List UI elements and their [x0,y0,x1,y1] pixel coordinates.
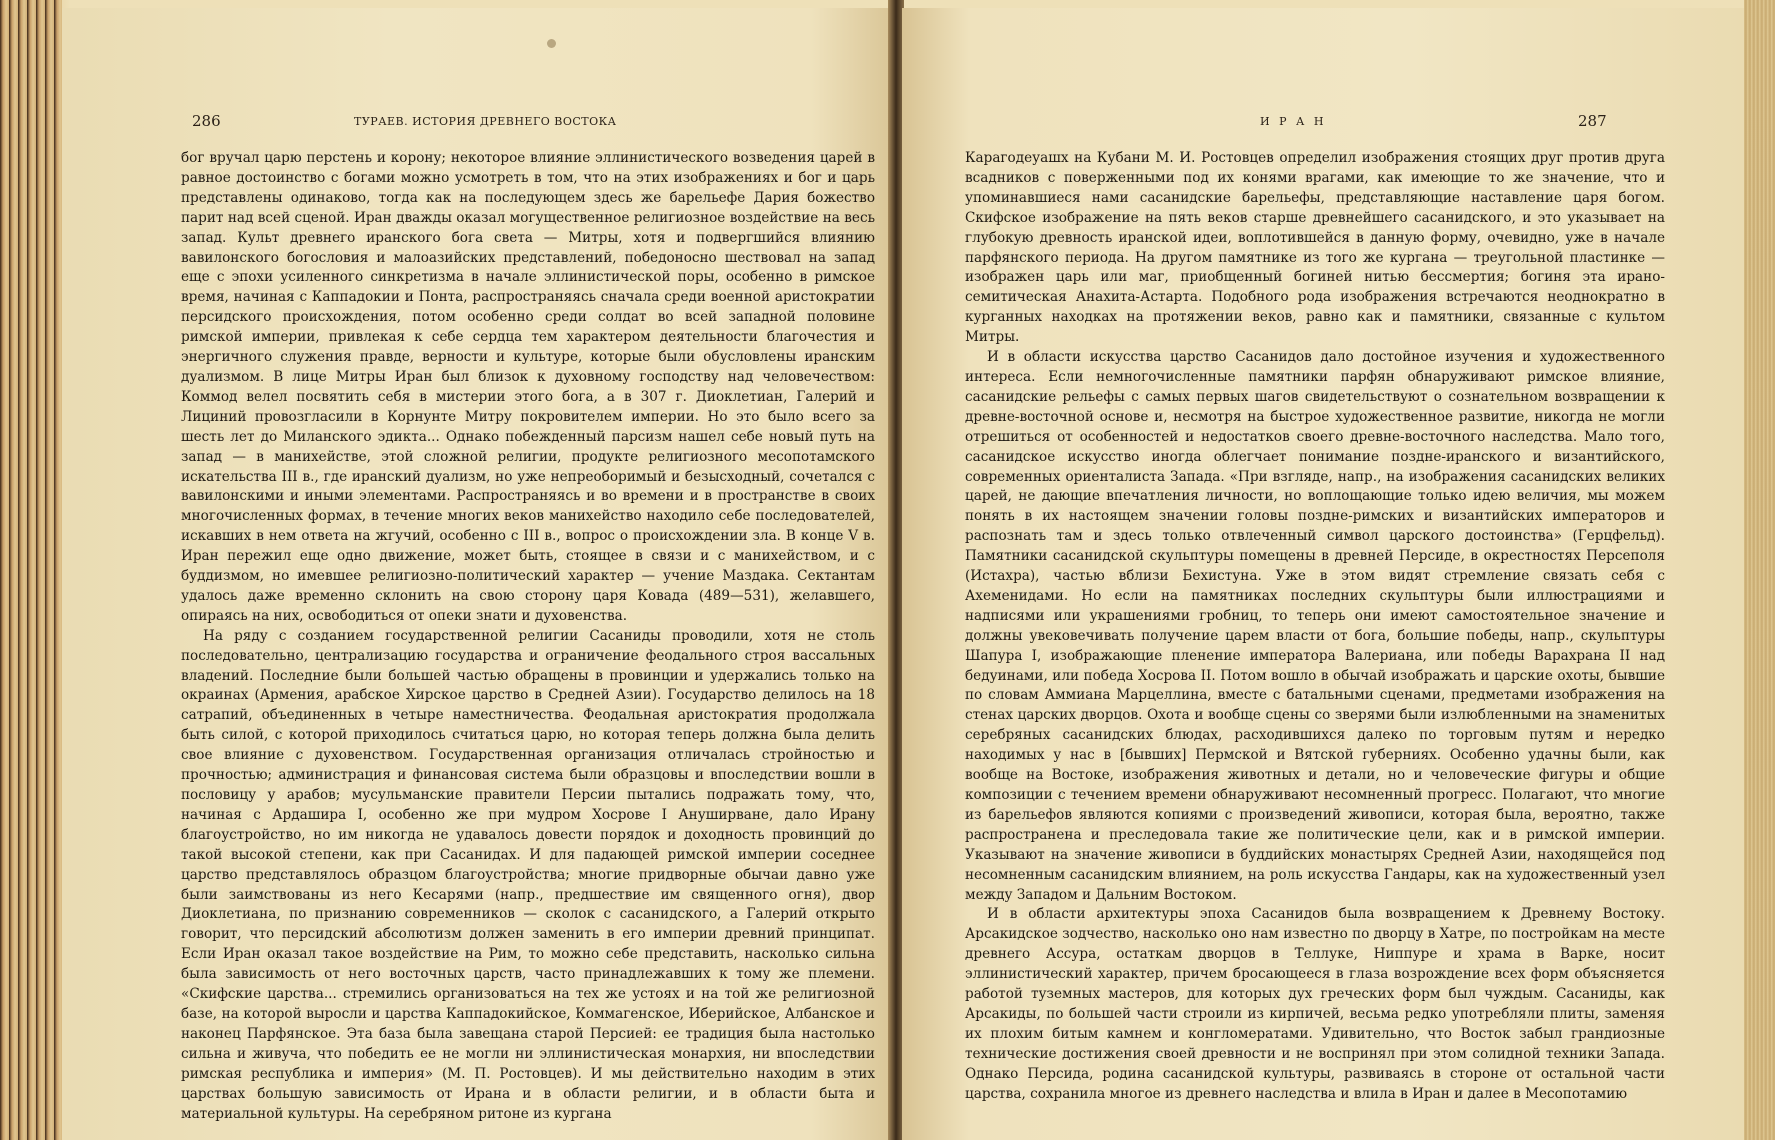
left-page-number: 286 [192,112,221,130]
right-running-header: И Р А Н [1260,115,1327,128]
left-page-edges [0,0,62,1140]
right-page-edges [1744,0,1775,1140]
left-page-text [181,149,875,1124]
right-page-number: 287 [1578,112,1607,130]
right-page-text [965,149,1665,1105]
left-page [62,8,894,1140]
paragraph: Карагодеуашх на Кубани М. И. Ростовцев определил изображения стоящих друг против друга всадников с поверженными под их конями врагами, как имеющие то же значение, что и упоминавшиеся нами сасанидские барельефы, представляющие наставление царя богом. Скифское изображение на пять веков старше древнейшего сасанидского, и это указывает на глубокую древность иранской идеи, воплотившейся в данную форму, очевидно, уже в начале парфянского периода. На другом памятнике из того же кургана — треугольной пластинке — изображен царь или маг, приобщенный богиней нитью бессмертия; богиня эта ирано-семитическая Анахита-Астарта. Подобного рода изображения встречаются неоднократно в курганных находках на протяжении веков, равно как и памятники, связанные с культом Митры. [965,150,1665,346]
paragraph: И в области искусства царство Сасанидов дало достойное изучения и художественного интереса. Если немногочисленные памятники парфян обнаруживают римское влияние, сасанидские рельефы с самых первых шагов свидетельствуют о сознательном возвращении к древне-восточной основе и, несмотря на быстрое художественное развитие, никогда не могли отрешиться от особенностей и недостатков своего древне-восточного наследства. Мало того, сасанидское искусство иногда облегчает понимание поздне-иранского и византийского, современных ориенталиста Запада. «При взгляде, напр., на изображения сасанидских великих царей, не дающие впечатления личности, но воплощающие только идею величия, мы можем понять в их настоящем значении головы поздне-римских и византийских императоров и распознать там и здесь только отвлеченный символ царского достоинства» (Герцфельд). Памятники сасанидской скульптуры помещены в древней Персиде, в окрестностях Персеполя (Истахра), частью вблизи Бехистуна. Уже в этом видят стремление связать себя с Ахеменидами. Но если на памятниках последних скульптуры были иллюстрациями и надписями или украшениями гробниц, то теперь они имеют самостоятельное значение и должны увековечивать получение царем власти от бога, большие победы, напр., скульптуры Шапура I, изображающие пленение императора Валериана, или победы Варахрана II над бедуинами, или победа Хосрова II. Потом вошло в обычай изображать и царские охоты, бывшие по словам Аммиана Марцеллина, вместе с батальными сценами, предметами изображения на стенах царских дворцов. Охота и вообще сцены со зверями были излюбленными на знаменитых серебряных сасанидских блюдах, расходившихся далеко по торговым путям и нередко находимых у нас в [бывших] Пермской и Вятской губерниях. Особенно удачны были, как вообще на Востоке, изображения животных и детали, но и человеческие фигуры и общие композиции с течением времени обнаруживают несомненный прогресс. Полагают, что многие из барельефов являются копиями с произведений живописи, которая была, вероятно, также распространена и преследовала такие же политические цели, как и в римской империи. Указывают на значение живописи в буддийских монастырях Средней Азии, находящейся под несомненным сасанидским влиянием, на роль искусства Гандары, как на художественный узел между Западом и Дальним Востоком. [965,349,1665,903]
paragraph: На ряду с созданием государственной религии Сасаниды проводили, хотя не столь последовательно, централизацию государства и ограничение феодального строя вассальных владений. Последние были большей частью обращены в провинции и удержались только на окраинах (Армения, арабское Хирское царство в Средней Азии). Государство делилось на 18 сатрапий, объединенных в четыре наместничества. Феодальная аристократия продолжала быть силой, с которой приходилось считаться царю, но которая теперь должна была делить свое влияние с духовенством. Государственная организация отличалась стройностью и прочностью; администрация и финансовая система были образцовы и впоследствии вошли в пословицу у арабов; мусульманские правители Персии пытались подражать тому, что, начиная с Ардашира I, особенно же при мудром Хосрове I Ануширване, дало Ирану благоустройство, но им никогда не удавалось довести порядок и доходность провинций до такой высокой степени, как при Сасанидах. И для падающей римской империи соседнее царство представлялось образцом благоустройства; многие придворные обычаи давно уже были заимствованы из него Кесарями (напр., предшествие им священного огня), двор Диоклетиана, по признанию современников — сколок с сасанидского, а Галерий открыто говорит, что персидский абсолютизм должен заменить в его империи древний принципат. Если Иран оказал такое воздействие на Рим, то можно себе представить, насколько сильна была зависимость от него восточных царств, часто принадлежавших к тому же племени. «Скифские царства... стремились организоваться на тех же устоях и на той же религиозной базе, на которой выросли и царства Каппадокийское, Коммагенское, Иберийское, Албанское и наконец Парфянское. Эта база была завещана старой Персией: ее традиция была настолько сильна и живуча, что победить ее не могли ни эллинистическая монархия, ни впоследствии римская республика и империя» (М. П. Ростовцев). И мы действительно находим в этих царствах большую зависимость от Ирана и в области религии, и в области быта и материальной культуры. На серебряном ритоне из кургана [181,627,875,1122]
paragraph: И в области архитектуры эпоха Сасанидов была возвращением к Древнему Востоку. Арсакидское зодчество, насколько оно нам известно по дворцу в Хатре, по постройкам на месте древнего Ассура, остаткам дворцов в Теллуке, Ниппуре и храма в Варке, носит эллинистический характер, причем бросающееся в глаза возрождение всех форм объясняется работой туземных мастеров, для которых дух греческих форм был чуждым. Сасаниды, как Арсакиды, по большей части строили из кирпичей, весьма редко употребляли плиты, заменяя их плохим битым камнем и конгломератами. Удивительно, что Восток забыл грандиозные технические достижения своей древности и не воспринял при этом солидной техники Запада. Однако Персида, родина сасанидской культуры, развиваясь в стороне от остальной части царства, сохранила многое из древнего наследства и влила в Иран и далее в Месопотамию [965,906,1665,1102]
right-page [902,8,1744,1140]
page-mark [547,39,556,48]
left-running-header: ТУРАЕВ. ИСТОРИЯ ДРЕВНЕГО ВОСТОКА [354,115,617,128]
paragraph: бог вручал царю перстень и корону; некоторое влияние эллинистического возведения царей в равное достоинство с богами можно усмотреть в том, что на этих изображениях и бог и царь представлены одинаково, тогда как на последующем здесь же барельефе Дария божество парит над всей сценой. Иран дважды оказал могущественное религиозное воздействие на весь запад. Культ древнего иранского бога света — Митры, хотя и подвергшийся влиянию вавилонского богословия и малоазийских представлений, победоносно шествовал на запад еще с эпохи усиленного синкретизма в начале эллинистической поры, особенно в римское время, начиная с Каппадокии и Понта, распространяясь сначала среди военной аристократии персидского происхождения, потом особенно среди солдат во всей западной половине римской империи, привлекая к себе сердца тем характером деятельности благочестия и энергичного служения правде, верности и культуре, которые были обусловлены иранским дуализмом. В лице Митры Иран был близок к духовному господству над человечеством: Коммод велел посвятить себя в мистерии этого бога, а в 307 г. Диоклетиан, Галерий и Лициний провозгласили в Корнунте Митру покровителем империи. Но это было всего за шесть лет до Миланского эдикта... Однако побежденный парсизм нашел себе новый путь на запад — в манихействе, этой сложной религии, продукте религиозного месопотамского искательства III в., где иранский дуализм, но уже непреоборимый и безысходный, сочетался с вавилонскими и иными элементами. Распространяясь и во времени и в пространстве в своих многочисленных формах, в течение многих веков манихейство находило себе последователей, искавших в нем ответа на жгучий, особенно с III в., вопрос о происхождении зла. В конце V в. Иран пережил еще одно движение, может быть, стоящее в связи и с манихейством, и с буддизмом, но имевшее религиозно-политический характер — учение Маздака. Сектантам удалось даже временно склонить на свою сторону царя Ковада (489—531), желавшего, опираясь на них, освободиться от опеки знати и духовенства. [181,150,875,624]
